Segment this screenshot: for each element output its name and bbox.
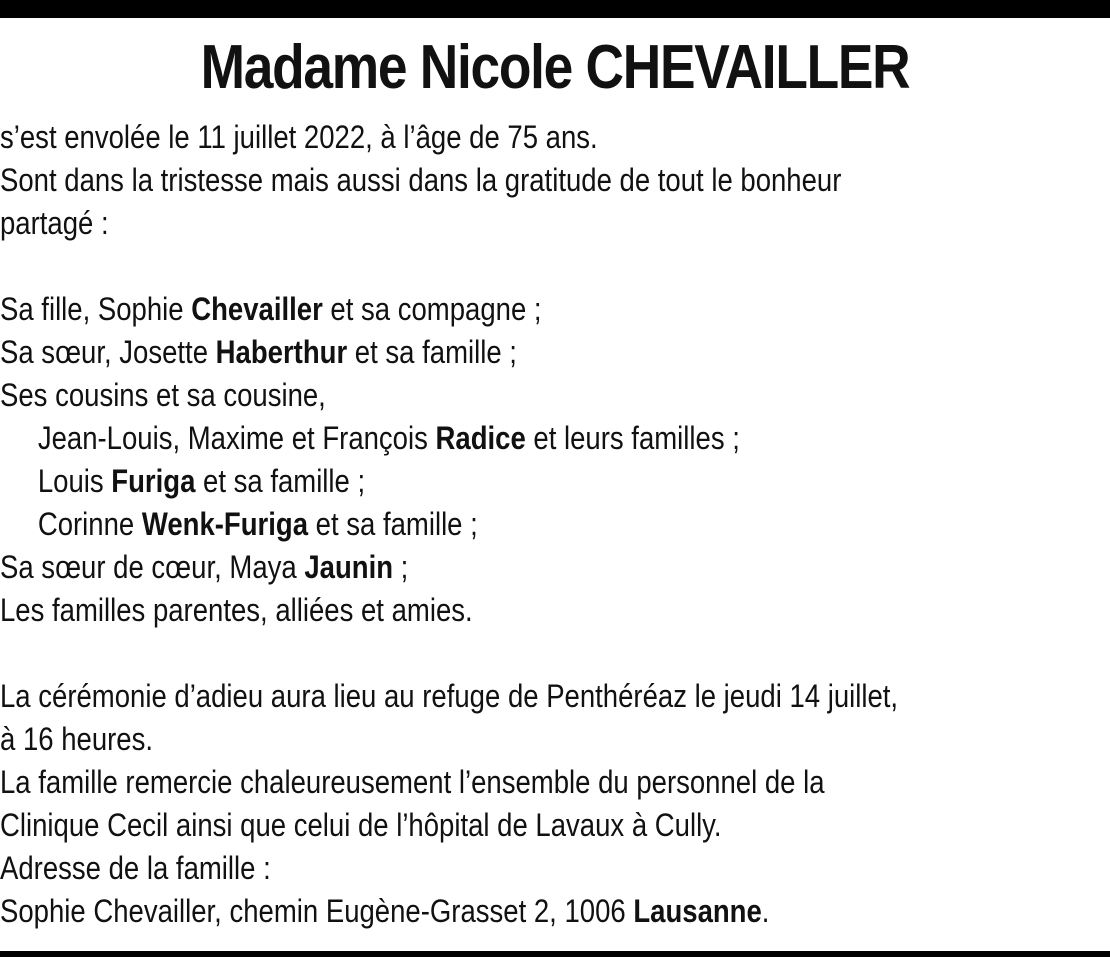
family-line-cousin — [0, 503, 1015, 546]
family-name: Chevailler — [191, 291, 323, 327]
intro-line: Sont dans la tristesse mais aussi dans la gratitude de tout le bonheur — [0, 162, 842, 198]
family-name: Furiga — [111, 463, 196, 499]
family-line-relatives: Les familles parentes, alliées et amies. — [0, 592, 473, 628]
family-name: Wenk-Furiga — [141, 506, 309, 542]
ceremony-line: La cérémonie d’adieu aura lieu au refuge de Penthéréaz le jeudi 14 juillet, — [0, 678, 899, 714]
family-line-cousin — [0, 460, 1015, 503]
ceremony-line: à 16 heures. — [0, 721, 153, 757]
thanks-line: Clinique Cecil ainsi que celui de l’hôpital de Lavaux à Cully. — [0, 807, 722, 843]
text-segment: Sophie Chevailler, chemin Eugène-Grasset 2, 1006 — [0, 893, 634, 929]
family-line-sister — [0, 331, 1015, 374]
text-segment: Sa sœur de cœur, Maya — [0, 549, 305, 585]
text-segment: Jean-Louis, Maxime et François — [37, 420, 436, 456]
obituary-body — [0, 116, 1015, 933]
text-segment: Sa fille, Sophie — [0, 291, 192, 327]
thanks-line: La famille remercie chaleureusement l’ensemble du personnel de la — [0, 764, 825, 800]
bottom-border-rule — [0, 951, 1110, 957]
family-name: Radice — [435, 420, 526, 456]
intro-line: s’est envolée le 11 juillet 2022, à l’âge de 75 ans. — [0, 119, 598, 155]
family-line-cousins-intro: Ses cousins et sa cousine, — [0, 377, 326, 413]
address-label: Adresse de la famille : — [0, 850, 271, 886]
address-city: Lausanne — [633, 893, 762, 929]
text-segment: et sa compagne ; — [322, 291, 542, 327]
family-name: Haberthur — [215, 334, 348, 370]
family-line-heart-sister — [0, 546, 1015, 589]
top-border-rule — [0, 0, 1110, 18]
family-name: Jaunin — [304, 549, 394, 585]
text-segment: ; — [393, 549, 409, 585]
paragraph-spacer — [0, 245, 1015, 288]
family-line-cousin — [0, 417, 1015, 460]
text-segment: Corinne — [37, 506, 142, 542]
paragraph-spacer — [0, 632, 1015, 675]
text-segment: Louis — [37, 463, 112, 499]
family-line-daughter — [0, 288, 1015, 331]
text-segment: et sa famille ; — [347, 334, 517, 370]
intro-line: partagé : — [0, 205, 109, 241]
text-segment: et sa famille ; — [195, 463, 366, 499]
deceased-name-title: Madame Nicole CHEVAILLER — [200, 33, 910, 102]
text-segment: et leurs familles ; — [525, 420, 740, 456]
text-segment: et sa famille ; — [308, 506, 478, 542]
text-segment: Sa sœur, Josette — [0, 334, 216, 370]
family-address — [0, 890, 1015, 933]
text-segment: . — [761, 893, 770, 929]
